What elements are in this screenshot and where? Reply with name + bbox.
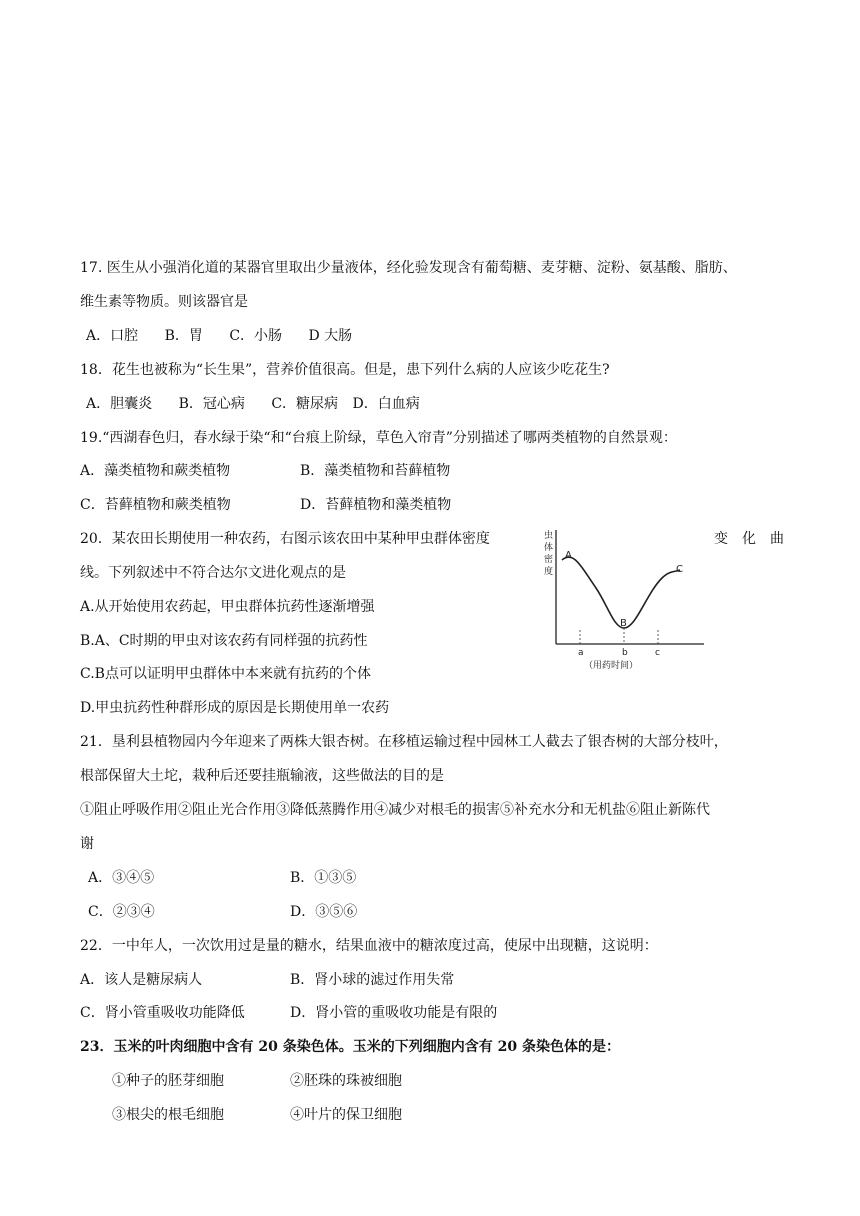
question-19-option-c: C．苔藓植物和蕨类植物 [80, 497, 231, 513]
tick-c-label: c [655, 648, 660, 658]
question-20-stem: 20．某农田长期使用一种农药，右图示该农田中某种甲虫群体密度 [80, 531, 490, 547]
option-b: B．冠心病 [178, 396, 245, 412]
question-20-option-d: D.甲虫抗药性种群形成的原因是长期使用单一农药 [80, 700, 390, 716]
option-d: D．白血病 [352, 396, 420, 412]
question-17-stem-cont: 维生素等物质。则该器官是 [80, 294, 248, 310]
question-21-choices: ①阻止呼吸作用②阻止光合作用③降低蒸腾作用④减少对根毛的损害⑤补充水分和无机盐⑥阻止新陈代 [80, 802, 710, 818]
question-18-stem: 18．花生也被称为“长生果”，营养价值很高。但是，患下列什么病的人应该少吃花生? [80, 362, 610, 378]
question-17-options [86, 326, 374, 346]
question-19-option-d: D．苔藓植物和藻类植物 [300, 497, 452, 513]
y-axis-label-3: 密 [544, 555, 554, 565]
tick-b-label: b [622, 648, 628, 658]
question-21-choices-cont: 谢 [80, 836, 94, 852]
option-c: C．小肠 [229, 328, 283, 344]
point-a-label: A [565, 550, 572, 561]
question-23-item-4: ④叶片的保卫细胞 [290, 1107, 402, 1123]
beetle-density-chart [534, 522, 714, 672]
question-23-stem: 23．玉米的叶肉细胞中含有 20 条染色体。玉米的下列细胞内含有 20 条染色体的是： [80, 1039, 620, 1055]
question-21-stem: 21．垦利县植物园内今年迎来了两株大银杏树。在移植运输过程中园林工人截去了银杏树的大部分枝叶， [80, 734, 728, 750]
question-20-option-c: C.B点可以证明甲虫群体中本来就有抗药的个体 [80, 666, 371, 682]
question-20-option-a: A.从开始使用农药起，甲虫群体抗药性逐渐增强 [80, 599, 375, 615]
option-b: B．胃 [164, 328, 203, 344]
option-c: C．糖尿病 [271, 396, 339, 412]
option-d: D 大肠 [308, 328, 353, 344]
question-22-option-c: C．肾小管重吸收功能降低 [80, 1005, 245, 1021]
y-axis-label-1: 虫 [544, 531, 554, 541]
question-21-option-b: B．①③⑤ [290, 870, 357, 886]
tick-a-label: a [578, 648, 584, 658]
question-20-option-b: B.A、C时期的甲虫对该农药有同样强的抗药性 [80, 633, 368, 649]
question-21-option-a: A．③④⑤ [88, 870, 155, 886]
option-a: A．胆囊炎 [86, 396, 153, 412]
question-22-option-d: D．肾小管的重吸收功能是有限的 [290, 1005, 498, 1021]
question-21-option-c: C．②③④ [88, 904, 155, 920]
question-19-stem: 19.“西湖春色归，春水绿于染“和“台痕上阶绿，草色入帘青”分别描述了哪两类植物的自然景观： [80, 430, 677, 446]
question-17-stem: 17. 医生从小强消化道的某器官里取出少量液体，经化验发现含有葡萄糖、麦芽糖、淀粉、氨基酸、脂肪、 [80, 260, 737, 276]
question-23-item-1: ①种子的胚芽细胞 [112, 1073, 224, 1089]
question-20-stem-cont: 线。下列叙述中不符合达尔文进化观点的是 [80, 565, 346, 581]
point-c-label: C [676, 564, 683, 575]
y-axis-label-4: 度 [544, 567, 554, 577]
question-22-option-b: B．肾小球的滤过作用失常 [290, 972, 455, 988]
question-21-option-d: D．③⑤⑥ [290, 904, 358, 920]
question-19-option-a: A．藻类植物和蕨类植物 [80, 463, 231, 479]
question-21-stem-cont: 根部保留大土坨，栽种后还要挂瓶输液，这些做法的目的是 [80, 768, 444, 784]
question-19-option-b: B．藻类植物和苔藓植物 [300, 463, 451, 479]
question-22-option-a: A．该人是糖尿病人 [80, 972, 203, 988]
question-18-options [86, 394, 442, 414]
question-20-stem-right: 变化曲 [714, 531, 798, 547]
question-23-item-2: ②胚珠的珠被细胞 [290, 1073, 402, 1089]
question-22-stem: 22．一中年人，一次饮用过是量的糖水，结果血液中的糖浓度过高，使尿中出现糖，这说明： [80, 938, 658, 954]
question-23-item-3: ③根尖的根毛细胞 [112, 1107, 224, 1123]
point-b-label: B [620, 618, 627, 629]
x-axis-label: （用药时间） [584, 661, 639, 671]
option-a: A．口腔 [86, 328, 139, 344]
y-axis-label-2: 体 [544, 543, 554, 553]
